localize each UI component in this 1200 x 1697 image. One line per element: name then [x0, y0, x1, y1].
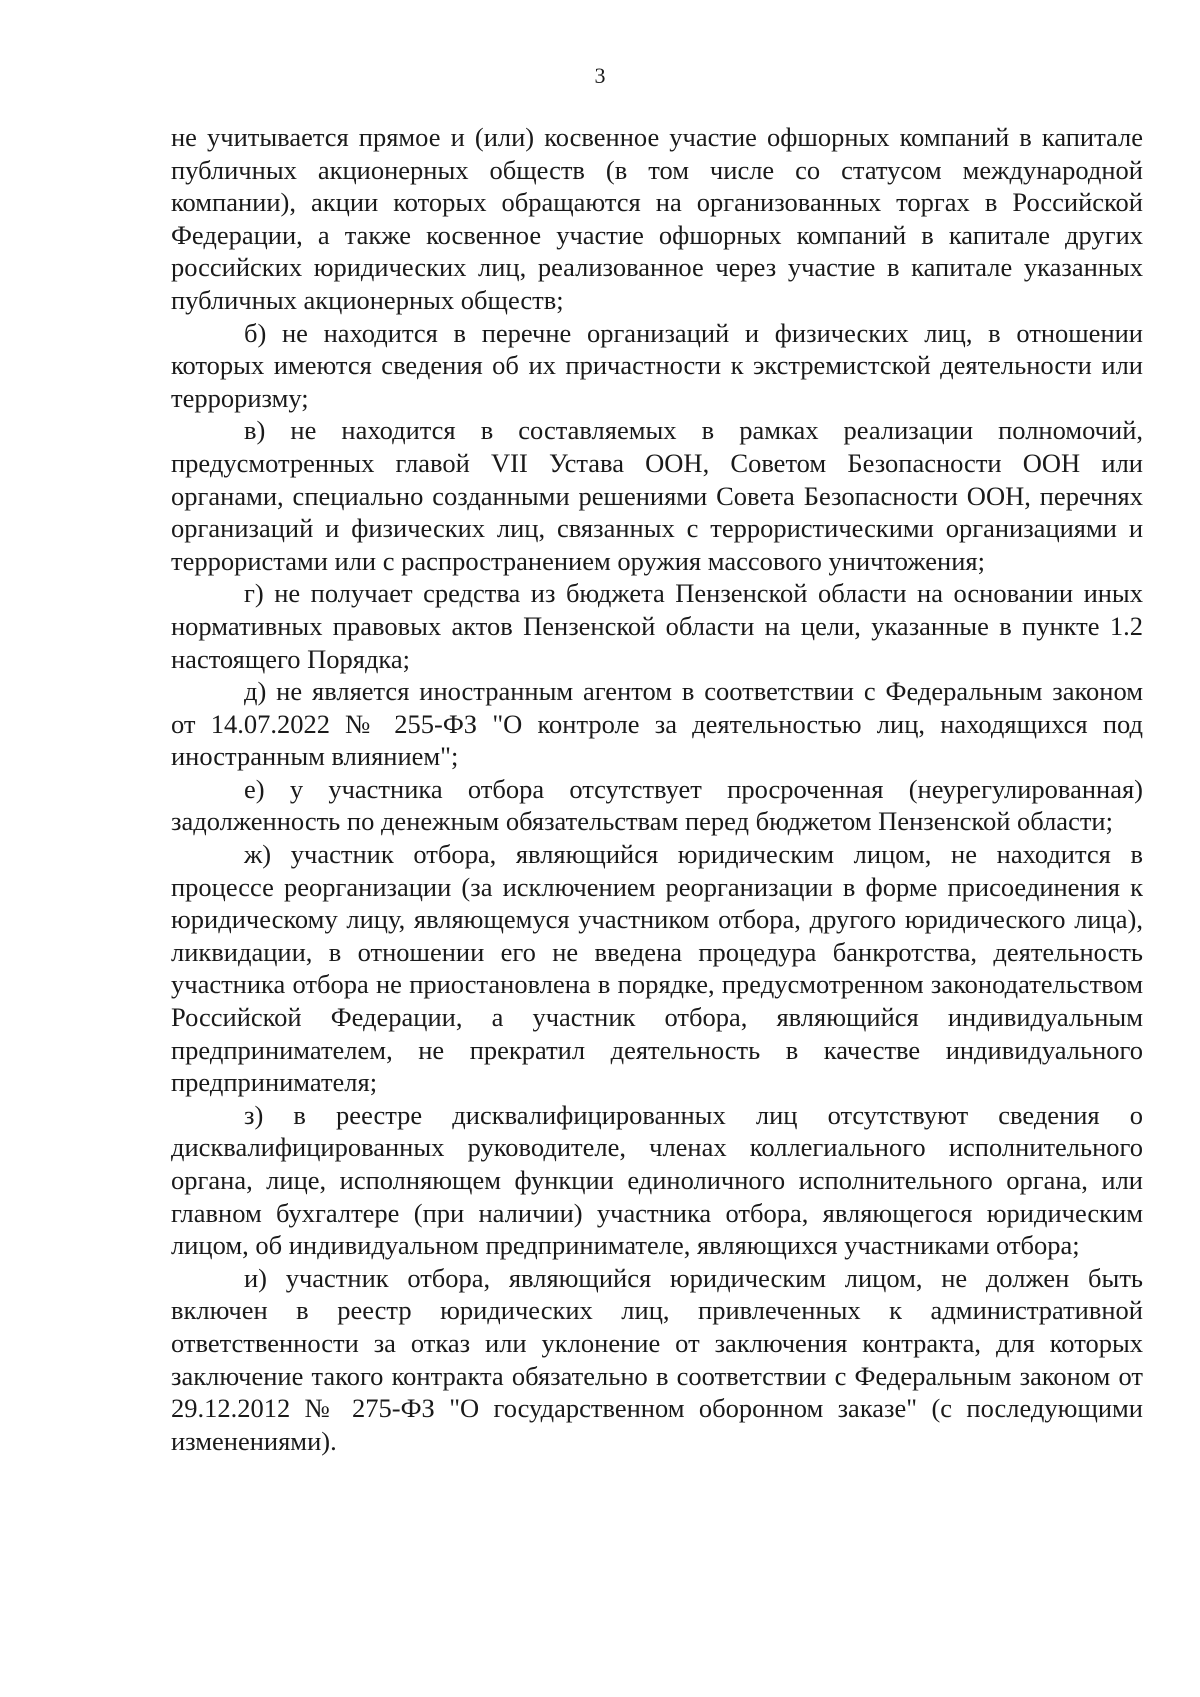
- paragraph-item-v: в) не находится в составляемых в рамках реализации полномочий, предусмотренных главой VII Устава ООН, Советом Безопасности ООН или органами, специально созданными решениями Совета Безопасности ООН, перечнях организаций и физических лиц, связанных с террористическими организациями и террористами или с распространением оружия массового уничтожения;: [171, 415, 1143, 576]
- paragraph-item-d: д) не является иностранным агентом в соответствии с Федеральным законом от 14.07.2022 № 255-ФЗ "О контроле за деятельностью лиц, находящихся под иностранным влиянием";: [171, 676, 1143, 772]
- paragraph-item-z: з) в реестре дисквалифицированных лиц отсутствуют сведения о дисквалифицированных руководителе, членах коллегиального исполнительного органа, лице, исполняющем функции единоличного исполнительного органа, или главном бухгалтере (при наличии) участника отбора, являющегося юридическим лицом, об индивидуальном предпринимателе, являющихся участниками отбора;: [171, 1099, 1143, 1261]
- paragraph-item-e: е) у участника отбора отсутствует просроченная (неурегулированная) задолженность по денежным обязательствам перед бюджетом Пензенской области;: [171, 773, 1143, 837]
- document-body: [171, 121, 1143, 1457]
- paragraph-item-i: и) участник отбора, являющийся юридическим лицом, не должен быть включен в реестр юридических лиц, привлеченных к административной ответственности за отказ или уклонение от заключения контракта, для которых заключение такого контракта обязательно в соответствии с Федеральным законом от 29.12.2012 № 275-ФЗ "О государственном оборонном заказе" (с последующими изменениями).: [171, 1262, 1143, 1456]
- paragraph-item-g: г) не получает средства из бюджета Пензенской области на основании иных нормативных правовых актов Пензенской области на цели, указанные в пункте 1.2 настоящего Порядка;: [171, 578, 1143, 674]
- page-number: 3: [594, 63, 606, 88]
- paragraph-continuation: не учитывается прямое и (или) косвенное участие офшорных компаний в капитале публичных акционерных обществ (в том числе со статусом международной компании), акции которых обращаются на организованных торгах в Российской Федерации, а также косвенное участие офшорных компаний в капитале других российских юридических лиц, реализованное через участие в капитале указанных публичных акционерных обществ;: [171, 122, 1143, 315]
- paragraph-item-zh: ж) участник отбора, являющийся юридическим лицом, не находится в процессе реорганизации (за исключением реорганизации в форме присоединения к юридическому лицу, являющемуся участником отбора, другого юридического лица), ликвидации, в отношении его не введена процедура банкротства, деятельность участника отбора не приостановлена в порядке, предусмотренном законодательством Российской Федерации, а участник отбора, являющийся индивидуальным предпринимателем, не прекратил деятельность в качестве индивидуального предпринимателя;: [171, 839, 1143, 1098]
- paragraph-item-b: б) не находится в перечне организаций и физических лиц, в отношении которых имеются сведения об их причастности к экстремистской деятельности или терроризму;: [171, 317, 1143, 413]
